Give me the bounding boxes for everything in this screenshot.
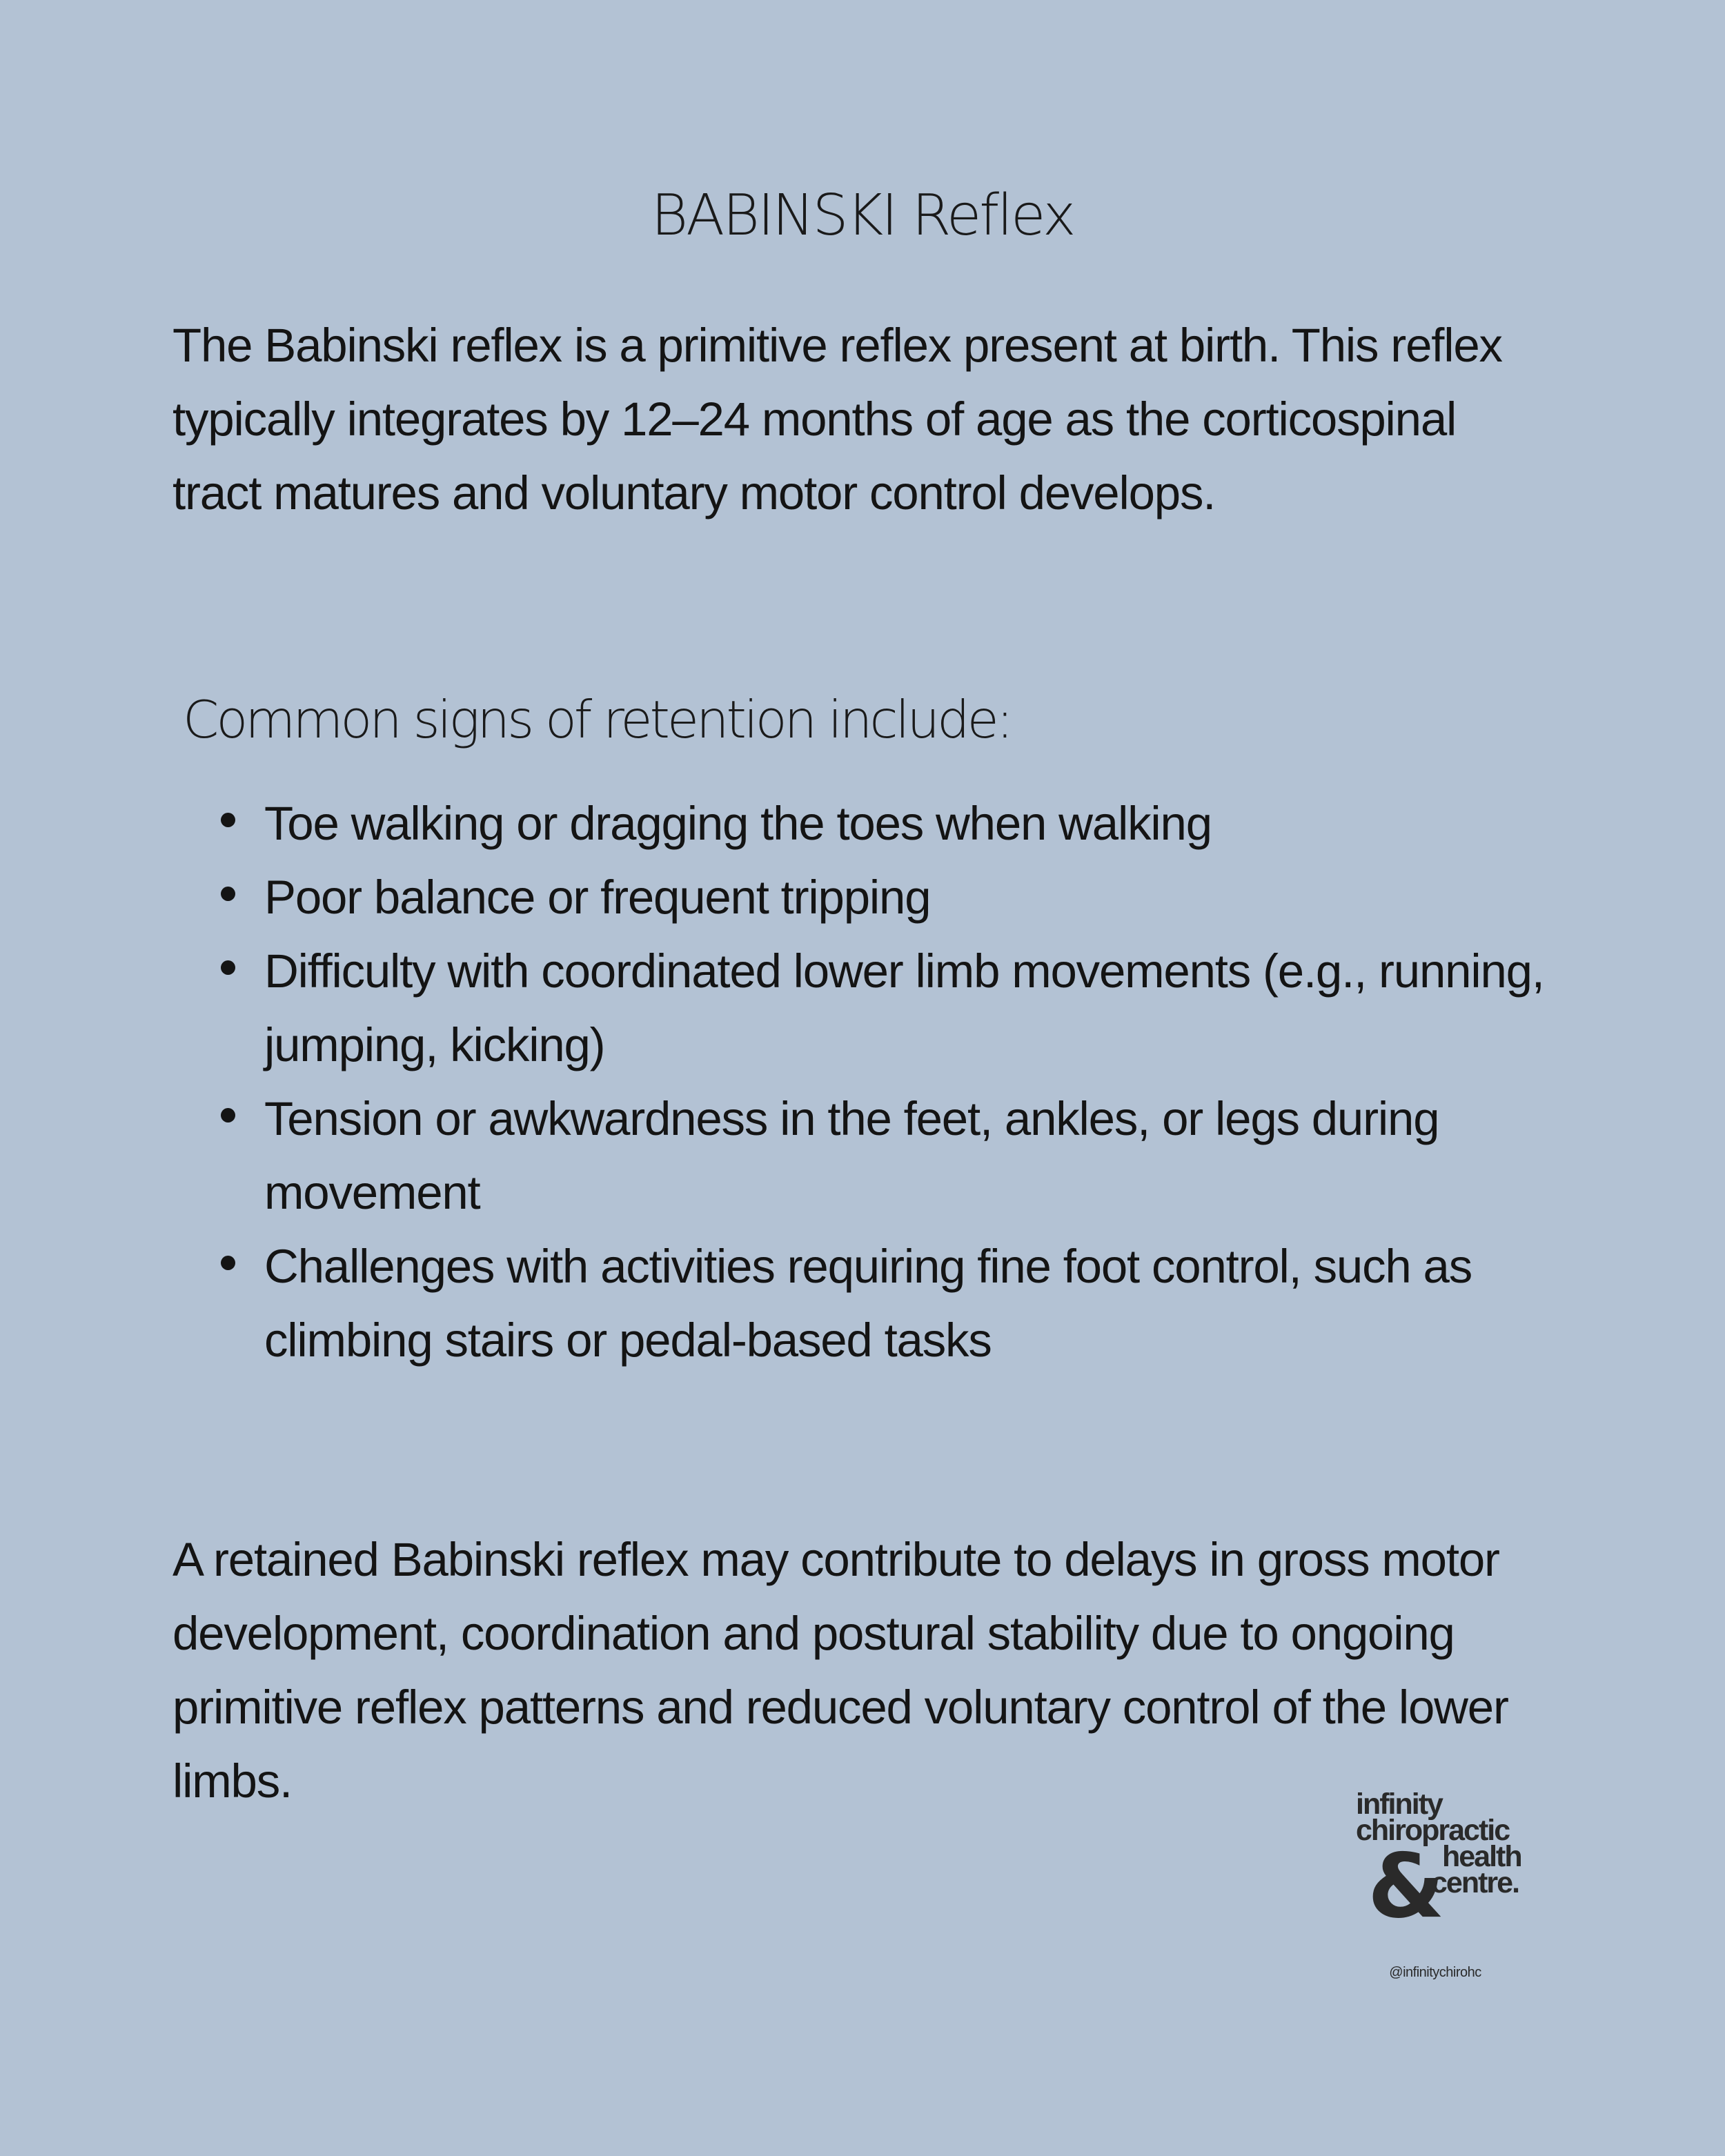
bullet-icon: [221, 1108, 235, 1122]
bullet-icon: [221, 887, 235, 901]
list-item: [172, 934, 1587, 1082]
list-item-text: Toe walking or dragging the toes when walking: [264, 797, 1212, 850]
bullet-icon: [221, 813, 235, 827]
brand-logo: [1354, 1783, 1561, 1942]
logo-line-health: health: [1442, 1840, 1521, 1873]
list-item-text: Poor balance or frequent tripping: [264, 871, 931, 924]
list-item-text: Difficulty with coordinated lower limb movements (e.g., running, jumping, kicking): [264, 945, 1544, 1071]
bullet-icon: [221, 960, 235, 975]
list-item: [172, 1229, 1587, 1377]
page-title: BABINSKI Reflex: [651, 183, 1074, 248]
logo-line-centre: centre.: [1431, 1866, 1519, 1899]
outro-paragraph: A retained Babinski reflex may contribute to delays in gross motor development, coordination and postural stability due to ongoing primitive reflex patterns and reduced voluntary control of the lower limbs.: [172, 1533, 1508, 1808]
list-item-text: Challenges with activities requiring fine foot control, such as climbing stairs or pedal-based tasks: [264, 1240, 1472, 1367]
bullet-icon: [221, 1256, 235, 1270]
social-handle: @infinitychirohc: [1389, 1965, 1481, 1980]
intro-paragraph: The Babinski reflex is a primitive reflex present at birth. This reflex typically integrates by 12–24 months of age as the corticospinal tract matures and voluntary motor control develops.: [172, 319, 1502, 520]
list-item: [172, 787, 1587, 860]
signs-heading: Common signs of retention include:: [183, 689, 1012, 750]
logo-line-chiropractic: chiropractic: [1356, 1814, 1510, 1847]
list-item: [172, 860, 1587, 934]
signs-list: [172, 787, 1587, 1377]
logo-line-infinity: infinity: [1356, 1788, 1442, 1821]
list-item-text: Tension or awkwardness in the feet, ankles, or legs during movement: [264, 1092, 1439, 1219]
ampersand-icon: &: [1368, 1835, 1445, 1938]
list-item: [172, 1082, 1587, 1229]
